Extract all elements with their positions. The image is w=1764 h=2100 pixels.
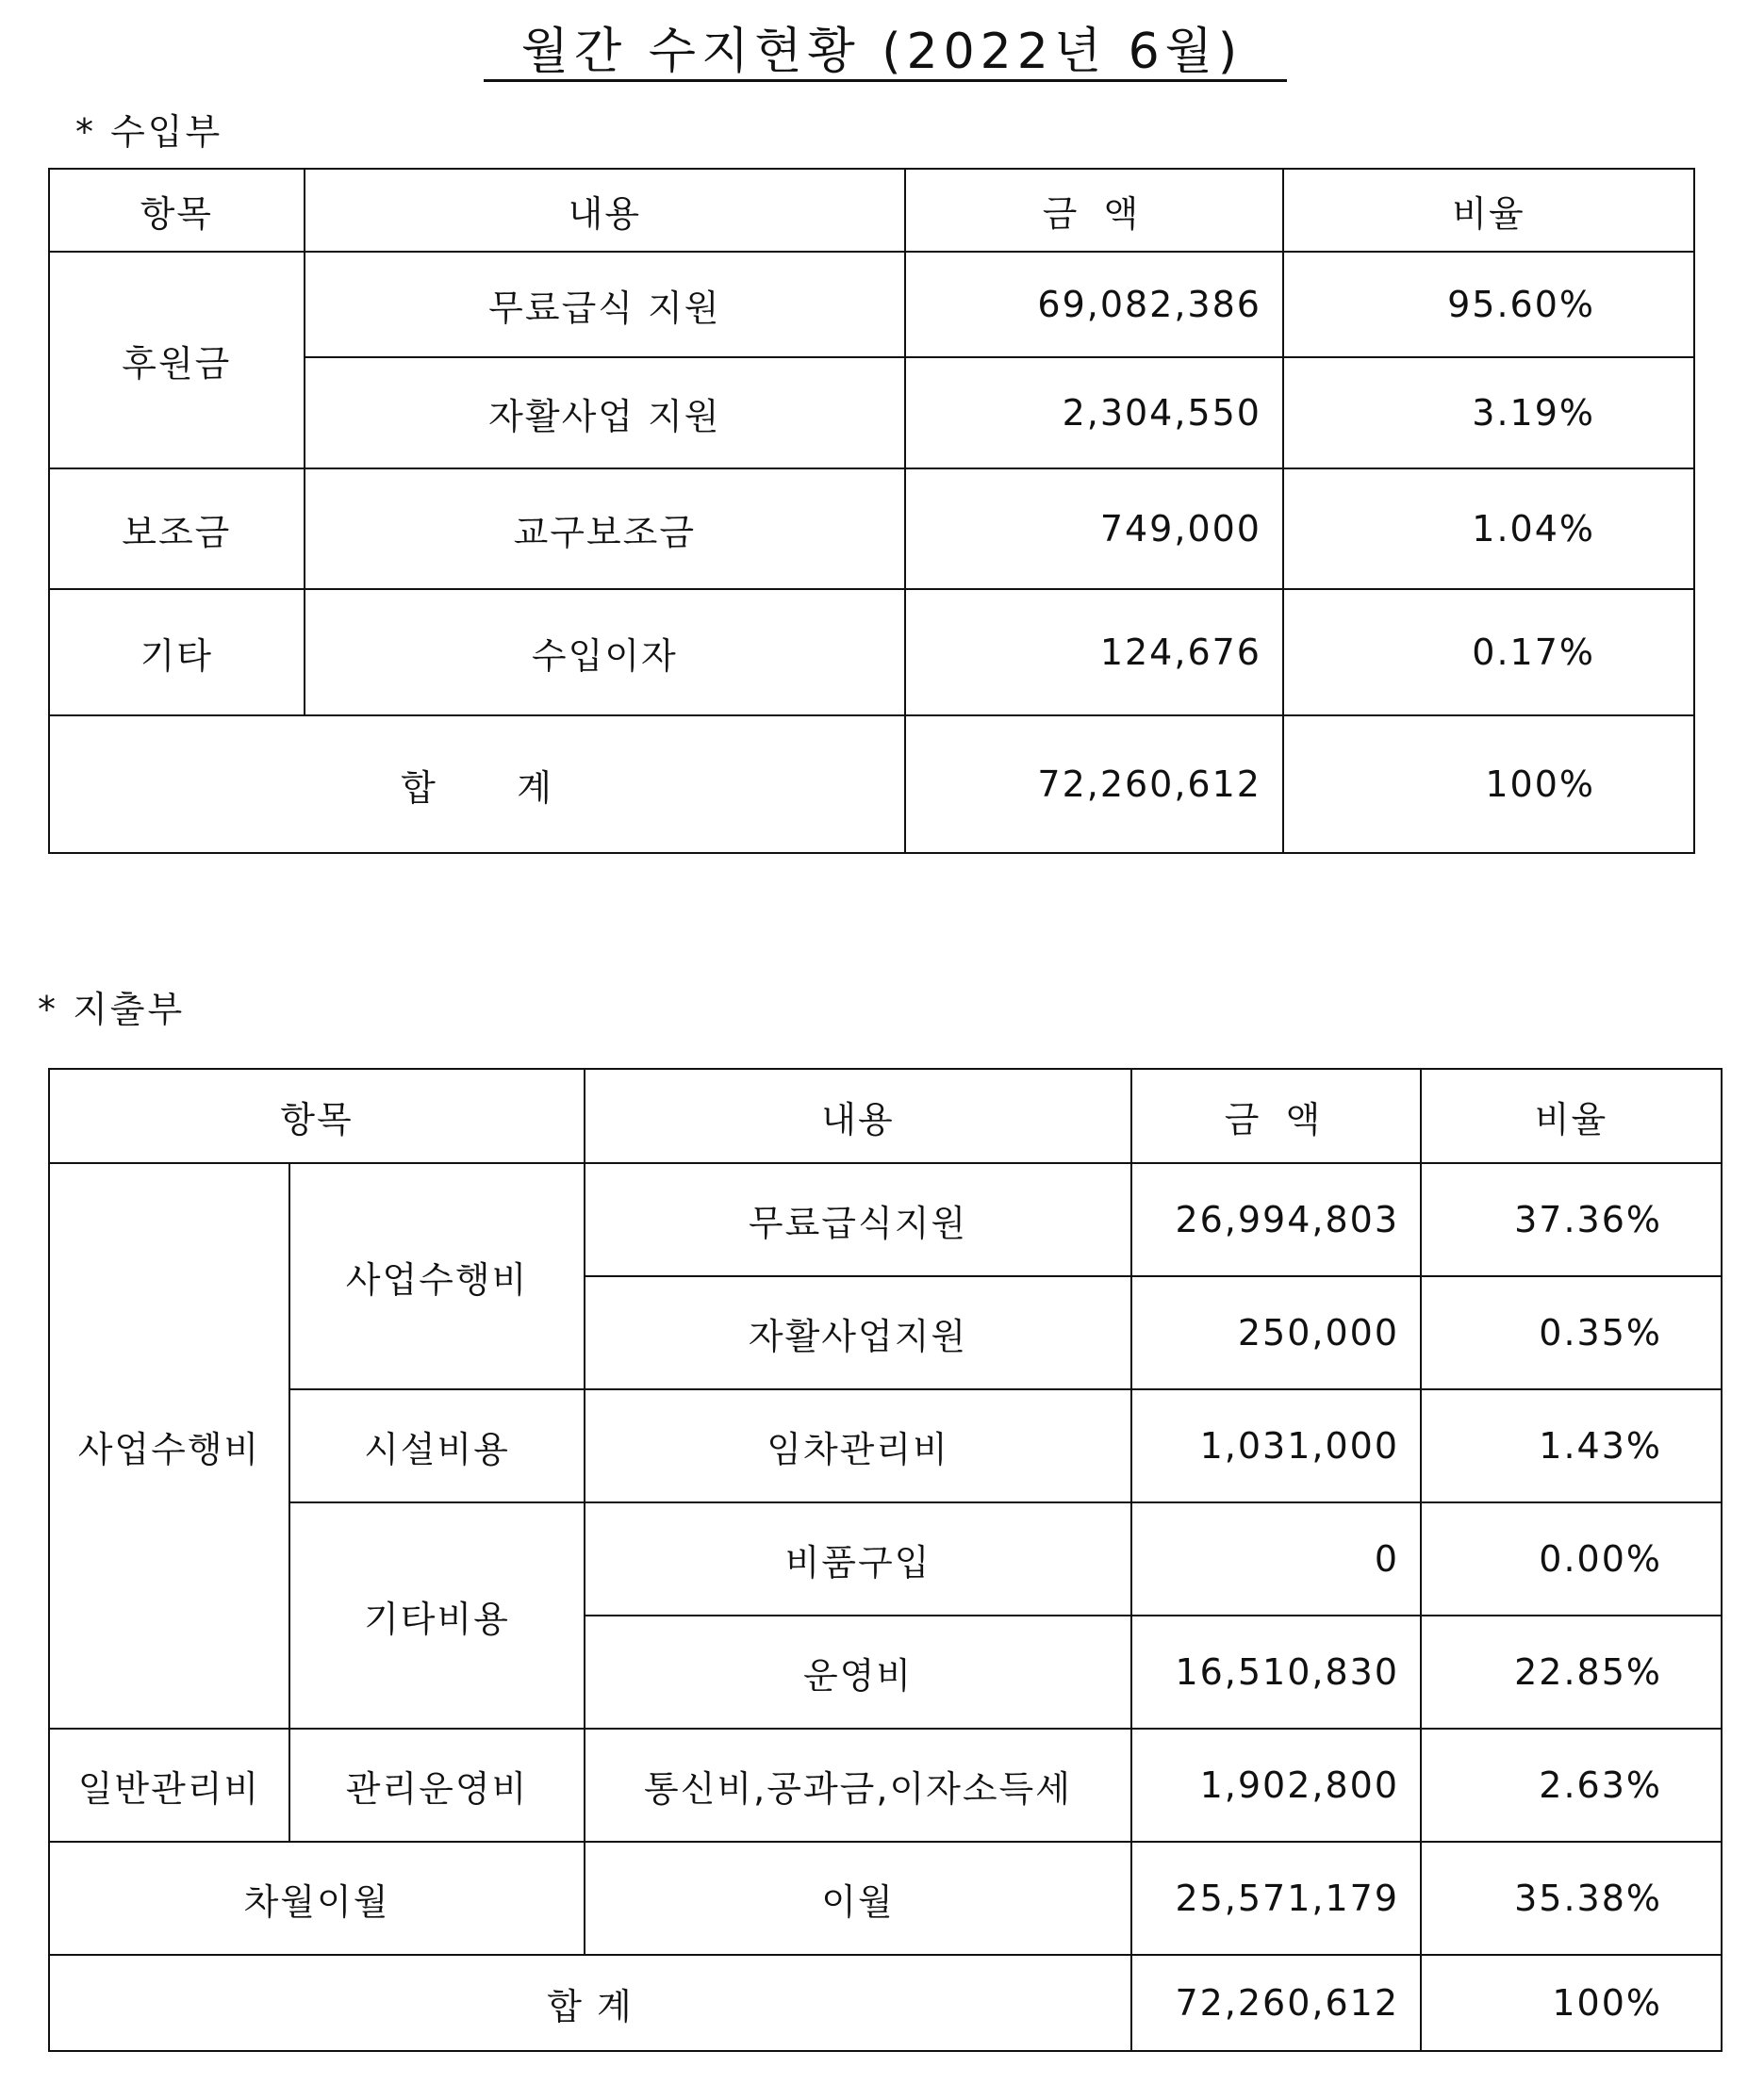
expense-amount: 0 — [1131, 1502, 1421, 1616]
income-amount: 69,082,386 — [905, 252, 1283, 357]
income-ratio: 1.04% — [1283, 468, 1694, 589]
income-amount: 749,000 — [905, 468, 1283, 589]
income-total-row — [49, 715, 1694, 853]
title-underline — [484, 79, 1287, 82]
expense-amount: 250,000 — [1131, 1276, 1421, 1389]
expense-sub-category: 사업수행비 — [289, 1163, 585, 1389]
expense-total-ratio: 100% — [1421, 1955, 1722, 2051]
header-category: 항목 — [49, 169, 305, 252]
table-row — [49, 1842, 1722, 1955]
expense-ratio: 1.43% — [1421, 1389, 1722, 1502]
income-content: 무료급식 지원 — [305, 252, 905, 357]
expense-content: 임차관리비 — [585, 1389, 1131, 1502]
page-title: 월간 수지현황 (2022년 6월) — [520, 24, 1244, 80]
expense-sub-category: 기타비용 — [289, 1502, 585, 1729]
expense-ratio: 0.35% — [1421, 1276, 1722, 1389]
table-row — [49, 252, 1694, 357]
expense-general-category: 일반관리비 — [49, 1729, 289, 1842]
income-total-amount: 72,260,612 — [905, 715, 1283, 853]
income-ratio: 0.17% — [1283, 589, 1694, 715]
income-content: 자활사업 지원 — [305, 357, 905, 468]
expense-amount: 1,902,800 — [1131, 1729, 1421, 1842]
expense-content: 이월 — [585, 1842, 1131, 1955]
expense-ratio: 22.85% — [1421, 1616, 1722, 1729]
income-category: 기타 — [49, 589, 305, 715]
header-ratio: 비율 — [1421, 1069, 1722, 1163]
expense-amount: 1,031,000 — [1131, 1389, 1421, 1502]
expense-carryover-category: 차월이월 — [49, 1842, 585, 1955]
expense-ratio: 35.38% — [1421, 1842, 1722, 1955]
income-category: 후원금 — [49, 252, 305, 468]
expense-content: 통신비,공과금,이자소득세 — [585, 1729, 1131, 1842]
header-amount: 금 액 — [905, 169, 1283, 252]
expense-content: 자활사업지원 — [585, 1276, 1131, 1389]
expense-content: 비품구입 — [585, 1502, 1131, 1616]
table-row — [49, 1163, 1722, 1276]
income-content: 수입이자 — [305, 589, 905, 715]
expense-total-label: 합 계 — [49, 1955, 1131, 2051]
expense-ratio: 2.63% — [1421, 1729, 1722, 1842]
expense-total-row — [49, 1955, 1722, 2051]
income-header-row — [49, 169, 1694, 252]
income-total-ratio: 100% — [1283, 715, 1694, 853]
expense-table — [48, 1068, 1723, 2052]
income-ratio: 95.60% — [1283, 252, 1694, 357]
expense-content: 무료급식지원 — [585, 1163, 1131, 1276]
expense-general-sub: 관리운영비 — [289, 1729, 585, 1842]
table-row — [49, 468, 1694, 589]
income-ratio: 3.19% — [1283, 357, 1694, 468]
header-amount: 금 액 — [1131, 1069, 1421, 1163]
header-content: 내용 — [585, 1069, 1131, 1163]
income-amount: 2,304,550 — [905, 357, 1283, 468]
expense-ratio: 0.00% — [1421, 1502, 1722, 1616]
expense-amount: 26,994,803 — [1131, 1163, 1421, 1276]
header-ratio: 비율 — [1283, 169, 1694, 252]
income-section-label: * 수입부 — [75, 111, 223, 153]
expense-main-category: 사업수행비 — [49, 1163, 289, 1729]
expense-amount: 16,510,830 — [1131, 1616, 1421, 1729]
expense-sub-category: 시설비용 — [289, 1389, 585, 1502]
expense-amount: 25,571,179 — [1131, 1842, 1421, 1955]
table-row — [49, 589, 1694, 715]
expense-ratio: 37.36% — [1421, 1163, 1722, 1276]
expense-total-amount: 72,260,612 — [1131, 1955, 1421, 2051]
header-content: 내용 — [305, 169, 905, 252]
table-row — [49, 1389, 1722, 1502]
expense-header-row — [49, 1069, 1722, 1163]
expense-content: 운영비 — [585, 1616, 1131, 1729]
header-category: 항목 — [49, 1069, 585, 1163]
table-row — [49, 1729, 1722, 1842]
income-amount: 124,676 — [905, 589, 1283, 715]
expense-section-label: * 지출부 — [38, 989, 186, 1030]
table-row — [49, 1502, 1722, 1616]
income-category: 보조금 — [49, 468, 305, 589]
income-content: 교구보조금 — [305, 468, 905, 589]
income-total-label: 합 계 — [49, 715, 905, 853]
income-table — [48, 168, 1695, 854]
